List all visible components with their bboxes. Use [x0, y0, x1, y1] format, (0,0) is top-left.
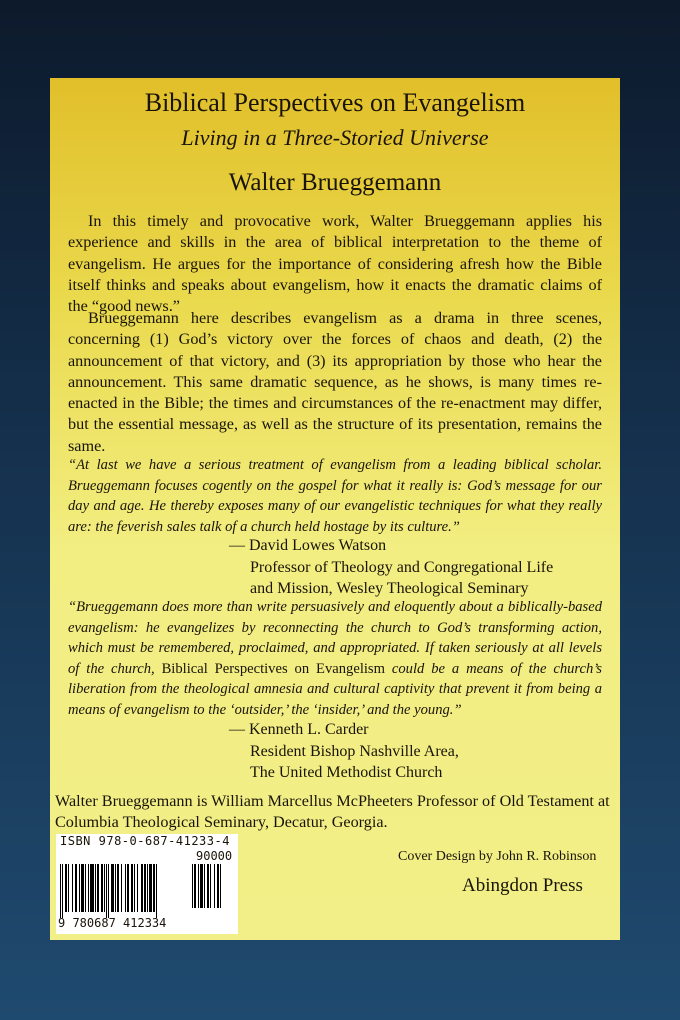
- endorsement-quote-1: “At last we have a serious treatment of evangelism from a leading biblical scholar. Brueggemann focuses cogently on the gospel for what it really is: God’s message for our day and age. He thereby exposes many of our evangelistic techniques for what they really are: the feverish sales talk of a church held hostage by its culture.”: [68, 457, 602, 535]
- endorsement-attribution-2: [229, 719, 459, 784]
- price-barcode-graphic: [192, 864, 234, 914]
- endorsement-attribution-1: [229, 535, 554, 600]
- book-title: Biblical Perspectives on Evangelism: [144, 88, 526, 117]
- publisher-name: Abingdon Press: [462, 875, 583, 896]
- endorser-title-2b: The United Methodist Church: [250, 764, 443, 781]
- endorser-title-1a: Professor of Theology and Congregational Life: [250, 558, 554, 576]
- description-paragraph-1: In this timely and provocative work, Walter Brueggemann applies his experience and skills in the area of biblical interpretation to the theme of evangelism. He argues for the importance of considering afresh how the Bible itself thinks and speaks about evangelism, how it enacts the dramatic claims of the “good news.”: [68, 212, 602, 316]
- endorsement-quote-2: [68, 597, 602, 721]
- author-name: Walter Brueggemann: [228, 169, 442, 196]
- isbn-number: ISBN 978-0-687-41233-4: [60, 834, 230, 848]
- description-paragraph-2: Brueggemann here describes evangelism as a drama in three scenes, concerning (1) God’s victory over the forces of chaos and death, (2) the announcement of that victory, and (3) its appropriation by those who hear the announcement. This same dramatic sequence, as he shows, is many times re-enacted in the Bible; the times and circumstances of the re-enactment may differ, but the essential message, as well as the structure of its presentation, remains the same.: [68, 309, 602, 455]
- price-code: 90000: [196, 849, 233, 863]
- quote-2-text-after: could be a means of the church’s liberation from the theological amnesia and cultural captivity that prevent it from being a means of evangelism to the ‘outsider,’ the ‘insider,’ and the young.”: [68, 660, 602, 718]
- endorser-title-1b: and Mission, Wesley Theological Seminary: [250, 580, 529, 597]
- endorser-name-2: — Kenneth L. Carder: [229, 721, 369, 738]
- quote-2-book-title: Biblical Perspectives on Evangelism: [161, 660, 385, 677]
- barcode-bars-graphic: [60, 864, 186, 918]
- author-bio: Walter Brueggemann is William Marcellus McPheeters Professor of Old Testament at Columbia Theological Seminary, Decatur, Georgia.: [55, 792, 610, 832]
- cover-design-credit: Cover Design by John R. Robinson: [398, 849, 597, 864]
- quote-2-text-before: “Brueggemann does more than write persuasively and eloquently about a biblically-based evangelism: he evangelizes by reconnecting the church to God’s transforming action, which must be remembered, proclaimed, and appropriated. If taken seriously at all levels of the church,: [68, 599, 602, 677]
- isbn-barcode: [56, 834, 238, 934]
- book-subtitle: Living in a Three-Storied Universe: [181, 125, 489, 150]
- back-cover-panel: [50, 78, 620, 940]
- barcode-digits: 9 780687 412334: [58, 916, 167, 930]
- endorser-title-2a: Resident Bishop Nashville Area,: [250, 742, 459, 760]
- endorser-name-1: — David Lowes Watson: [229, 537, 387, 554]
